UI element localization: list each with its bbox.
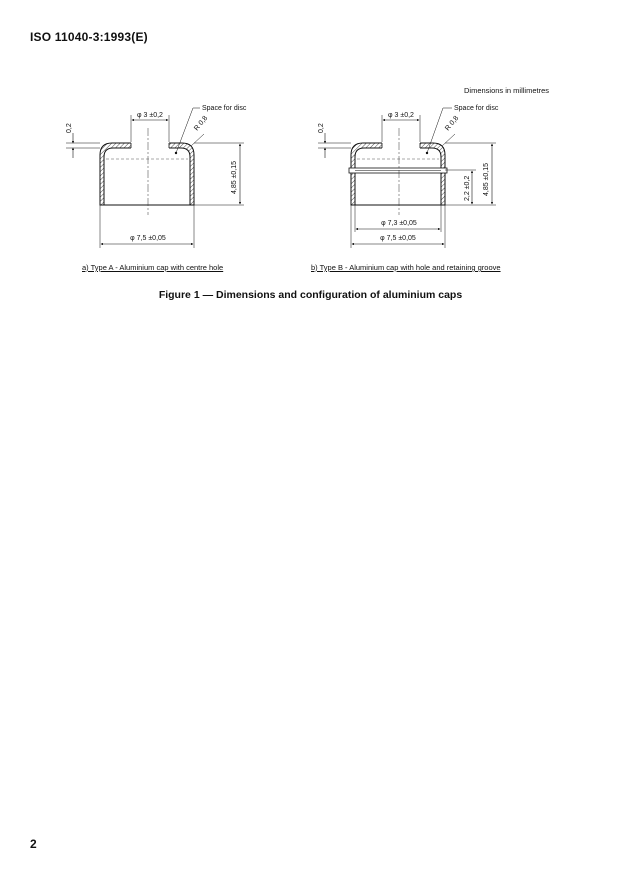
cap-type-a [66,105,247,248]
cap-a-wall [100,143,194,205]
cap-b-height: 4,85 ±0,15 [483,162,490,196]
document-header: ISO 11040-3:1993(E) [30,30,148,44]
cap-type-b [318,105,499,248]
cap-a-diameter: φ 7,5 ±0,05 [130,235,166,242]
cap-b-hole-dim: φ 3 ±0,2 [388,112,414,119]
cap-a-radius: R 0,8 [193,114,210,133]
cap-b-groove-height: 2,2 ±0,2 [464,175,471,201]
dimensions-note: Dimensions in millimetres [464,86,550,95]
cap-a-thickness: 0,2 [66,123,73,133]
caption-type-a: a) Type A - Aluminium cap with centre hole [82,263,224,272]
cap-a-height: 4,85 ±0,15 [231,160,238,194]
cap-a-space-label: Space for disc [202,105,247,112]
cap-a-hole-dim: φ 3 ±0,2 [137,112,163,119]
figure-title: Figure 1 — Dimensions and configuration of aluminium caps [158,289,463,301]
page-number: 2 [30,837,37,851]
cap-b-wall [351,143,445,205]
caption-type-b: b) Type B - Aluminium cap with hole and retaining groove [311,263,501,272]
cap-b-space-label: Space for disc [454,105,499,112]
cap-b-inner-diameter: φ 7,3 ±0,05 [381,220,417,227]
cap-b-thickness: 0,2 [318,123,325,133]
cap-b-radius: R 0,8 [444,114,461,133]
cap-b-diameter: φ 7,5 ±0,05 [380,235,416,242]
figure-drawing [0,0,621,300]
